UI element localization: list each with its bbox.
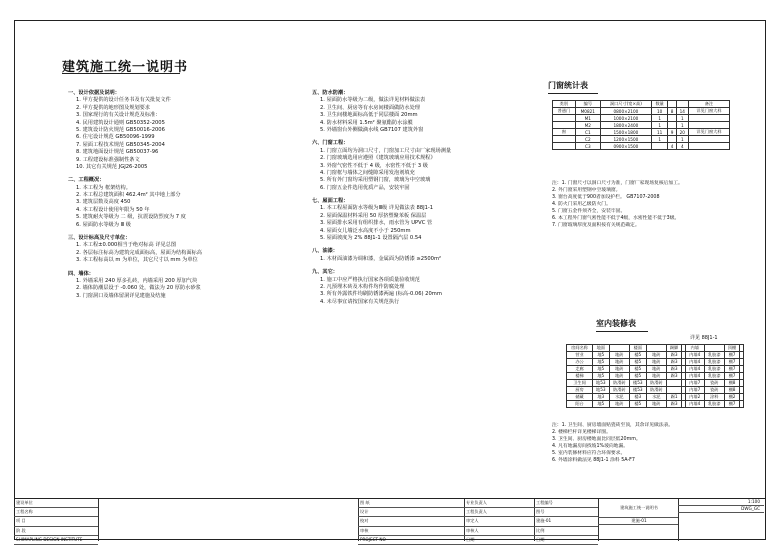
title-block-field: 设计 (358, 508, 464, 517)
table-cell (667, 387, 682, 394)
note-line: 5. 屋面坡度为 2% 88J1-1 设置隔汽层 0.54 (320, 235, 422, 242)
table-cell: 乳胶漆 (704, 373, 725, 380)
table-cell: 1 (676, 136, 688, 143)
table-cell: 内墙4 (686, 401, 705, 408)
table-cell: 棚7 (725, 359, 740, 366)
table-cell (704, 345, 725, 352)
table-cell: 地5 (593, 401, 610, 408)
title-block-field: 比例 (534, 527, 598, 536)
note-line: 5. 所有外门窗均采用塑钢门窗，玻璃为中空玻璃 (320, 177, 431, 184)
drawing-name: 建筑施工统一说明书 (598, 499, 678, 518)
table-cell: 内墙4 (686, 352, 705, 359)
table-cell: 楼梯 (567, 373, 593, 380)
table-cell: 踢1 (667, 394, 682, 401)
note-line: 3. 卫生间楼地面标高低于同层楼面 20mm (320, 112, 418, 119)
table-cell (667, 380, 682, 387)
table-cell: 0800×2100 (600, 108, 651, 115)
table-row (553, 108, 730, 115)
note-line: 3. 卫生间、厨房楼地面比同层低20mm。 (552, 437, 641, 442)
table-cell: 内墙 (686, 345, 705, 352)
table-cell (553, 136, 576, 143)
table-cell: 涂料 (704, 394, 725, 401)
table-cell: 1 (651, 136, 668, 143)
table-cell: 4 (676, 143, 688, 150)
table-cell: 14 (676, 108, 688, 115)
note-line: 1. 施工中应严格执行国家各项质量验收规范 (320, 276, 420, 283)
note-line: 注：1. 卫生间、厨房墙面贴瓷砖至顶，其余详见做法表。 (552, 423, 674, 428)
table-cell (609, 345, 630, 352)
note-line: 2. 各层标注标高为建筑完成面标高，屋面为结构面标高 (76, 249, 202, 256)
table-cell (676, 101, 688, 108)
table-cell: 乳胶漆 (704, 359, 725, 366)
table-cell: 厨房 (567, 387, 593, 394)
title-block-field: 审核 (358, 527, 464, 536)
table-cell: 地5 (593, 373, 610, 380)
note-line: 4. 门窗框与墙体之间缝隙采用发泡剂填充 (320, 169, 415, 176)
notes-column-1 (68, 84, 202, 300)
table-cell: 阳台 (567, 401, 593, 408)
note-line: 1. 甲方提供的设计任务书及有关批复文件 (76, 97, 171, 104)
table-cell (646, 345, 667, 352)
section-heading: 三、设计标高及尺寸单位： (68, 235, 131, 242)
table-cell: 防滑砖 (609, 380, 630, 387)
title-block-field: 阶 段 (14, 527, 98, 536)
title-block-field: 审定人 (464, 517, 534, 526)
table-cell: 1200×1500 (600, 136, 651, 143)
finish-schedule-title: 室内装修表 (596, 319, 636, 328)
note-line: 8. 建筑地面设计规范 GB50037-96 (76, 149, 159, 156)
table-row (567, 366, 744, 373)
table-cell (688, 143, 729, 150)
note-line: 6. 住宅设计规范 GB50096-1999 (76, 134, 155, 141)
table-cell (740, 394, 744, 401)
door-schedule-title: 门窗统计表 (548, 81, 588, 90)
table-cell: 0900×1500 (600, 143, 651, 150)
note-line: 2. 楼梯栏杆详见楼梯详图。 (552, 430, 611, 435)
note-line: 1. 外墙采用 240 厚多孔砖，内墙采用 200 厚加气块 (76, 277, 198, 284)
note-line: 5. 门窗五金件须齐全，安装牢固。 (552, 209, 626, 214)
table-cell: 楼面 (630, 345, 647, 352)
table-cell: 1000×2100 (600, 115, 651, 122)
table-cell: 地砖 (609, 359, 630, 366)
table-cell: 窗 (553, 129, 576, 136)
note-line: 3. 窗台高度低于900者加设护栏。 GB7107-2008 (552, 195, 660, 200)
table-cell: 地砖 (646, 352, 667, 359)
note-line: 1. 门窗立面均为洞口尺寸，门窗加工尺寸由厂家现场测量 (320, 147, 452, 154)
title-block-field: 校对 (358, 517, 464, 526)
table-cell: 房间名称 (567, 345, 593, 352)
table-cell: M0821 (575, 108, 600, 115)
title-block-field: 审核人 (464, 527, 534, 536)
table-cell: 踢脚 (667, 345, 682, 352)
title-block-left (14, 499, 99, 541)
table-row (553, 129, 730, 136)
note-line: 4. 未尽事宜请按国家有关规范执行 (320, 298, 400, 305)
title-block-scale (678, 499, 764, 541)
title-block-field: 图 纸 (358, 499, 464, 508)
note-line: 1. 本工程屋面防水等级为Ⅲ级 详见做法表 88J1-1 (320, 205, 434, 212)
table-cell (740, 366, 744, 373)
note-line: 4. 防水材料采用 1.5m² 聚氨酯防水涂膜 (320, 119, 413, 126)
section-heading: 六、门窗工程： (312, 140, 349, 147)
table-cell: 地面 (593, 345, 610, 352)
table-cell (740, 401, 744, 408)
note-line: 3. 建筑层数及高度 450 (76, 199, 131, 206)
table-cell (740, 380, 744, 387)
table-cell: 地53 (593, 387, 610, 394)
table-cell: 1 (676, 122, 688, 129)
table-cell (688, 122, 729, 129)
table-cell (651, 143, 668, 150)
table-cell (553, 115, 576, 122)
table-cell: 地5 (593, 366, 610, 373)
note-line: 3. 本工程标高以 m 为单位，其它尺寸以 mm 为单位 (76, 257, 198, 264)
table-row (553, 122, 730, 129)
note-line: 2. 本工程总建筑面积 462.4m² 其中地上部分 (76, 192, 181, 199)
table-cell (740, 387, 744, 394)
table-cell: 8 (668, 108, 676, 115)
table-cell: 走廊 (567, 366, 593, 373)
table-cell: 防滑砖 (646, 380, 667, 387)
title-block-field: 日期 (464, 536, 534, 545)
table-cell: 地3 (593, 394, 610, 401)
table-cell: 顶棚 (725, 345, 740, 352)
table-cell: 地5 (593, 352, 610, 359)
note-line: 注：1. 门窗尺寸以洞口尺寸为准，门窗厂家现场复核后加工。 (552, 181, 683, 186)
table-cell: 地砖 (609, 352, 630, 359)
title-block-field: 工程名称 (14, 508, 98, 517)
note-line: 1. 屋面防水等级为二级，做法详见材料做法表 (320, 97, 426, 104)
table-cell: 乳胶漆 (704, 401, 725, 408)
table-cell: 内墙2 (686, 394, 705, 401)
table-cell: 内墙4 (686, 366, 705, 373)
table-cell: 水泥 (646, 394, 667, 401)
note-line: 3. 国家现行的有关设计规范及标准： (76, 112, 161, 119)
door-schedule-underline (548, 93, 598, 94)
note-line: 4. 屋面女儿墙泛水高度不小于 250mm (320, 227, 411, 234)
title-block-field: 工程负责人 (464, 508, 534, 517)
title-block-field: 建设单位 (14, 499, 98, 508)
note-line: 6. 屋面防水等级为 Ⅲ 级 (76, 221, 131, 228)
table-cell (688, 136, 729, 143)
table-cell: 瓷砖 (704, 387, 725, 394)
table-cell (668, 122, 676, 129)
table-cell: M1 (575, 115, 600, 122)
table-cell: 20 (676, 129, 688, 136)
table-cell: 乳胶漆 (704, 366, 725, 373)
table-cell: 地5 (593, 359, 610, 366)
note-line: 7. 屋面工程技术规范 GB50345-2004 (76, 141, 165, 148)
table-cell: C1 (575, 129, 600, 136)
table-cell (740, 359, 744, 366)
note-line: 3. 门窗洞口及墙体留洞详见建施及结施 (76, 292, 166, 299)
table-cell: 营业 (567, 352, 593, 359)
finish-schedule-notes (552, 422, 673, 464)
table-cell: 1500×1800 (600, 129, 651, 136)
table-cell: 瓷砖 (704, 380, 725, 387)
table-cell: 备注 (688, 101, 729, 108)
table-row (567, 352, 744, 359)
table-cell: 11 (651, 129, 668, 136)
table-row (567, 387, 744, 394)
note-line: 1. 木材面油漆为调和漆，金属面为防锈漆 ≥2500m² (320, 255, 442, 262)
note-line: 4. 民用建筑设计通则 GB50352-2005 (76, 119, 165, 126)
note-line: 3. 屋面排水采用有组织排水，雨水管为 UPVC 管 (320, 220, 433, 227)
table-cell: 编号 (575, 101, 600, 108)
title-block-field: 日期 (534, 536, 598, 545)
table-cell: C3 (575, 143, 600, 150)
note-line: 10. 其它有关规范 JGJ26-2005 (76, 163, 148, 170)
table-cell: 10 (651, 108, 668, 115)
table-cell (688, 115, 729, 122)
title-block-right2 (534, 499, 599, 541)
section-heading: 五、防水防潮： (312, 90, 349, 96)
title-block-field: SHIMAPLING DESIGN INSTITUTE (14, 536, 98, 545)
table-cell: 地砖 (609, 401, 630, 408)
table-row (567, 359, 744, 366)
finish-schedule-ref: 详见 88J1-1 (690, 335, 718, 341)
title-block-right1 (464, 499, 535, 541)
section-heading: 一、设计依据及说明： (68, 90, 120, 96)
table-cell (740, 345, 744, 352)
title-underline (62, 73, 180, 74)
note-line: 2. 卫生间、厨房等有水房间楼面做防水处理 (320, 104, 420, 111)
table-cell: 楼5 (630, 352, 647, 359)
note-line: 9. 工程建设标准强制性条文 (76, 156, 140, 163)
table-cell: 内墙4 (686, 359, 705, 366)
table-cell: 乳胶漆 (704, 352, 725, 359)
table-cell: 储藏 (567, 394, 593, 401)
table-row (567, 401, 744, 408)
table-cell: 地砖 (646, 373, 667, 380)
table-cell: 详见门窗大样 (688, 129, 729, 136)
note-line: 4. 防火门采用乙级防火门。 (552, 202, 611, 207)
table-cell: 棚7 (725, 352, 740, 359)
sheet-number: 建施-01 (598, 518, 678, 525)
section-heading: 二、工程概况： (68, 177, 105, 184)
table-cell: 数量 (651, 101, 668, 108)
table-cell: 棚8 (725, 387, 740, 394)
table-cell: 地53 (593, 380, 610, 387)
table-cell: 洞口尺寸(宽×高) (600, 101, 651, 108)
table-cell (668, 115, 676, 122)
table-cell: 1 (651, 122, 668, 129)
note-line: 2. 墙体防潮层设于 -0.060 处，做法为 20 厚防水砂浆 (76, 285, 201, 292)
table-cell: 类别 (553, 101, 576, 108)
table-cell: 内墙7 (686, 380, 705, 387)
table-cell: 楼53 (630, 387, 647, 394)
title-block-field: PROJECT NO (358, 536, 464, 545)
notes-column-2 (312, 84, 451, 306)
section-heading: 九、其它： (312, 269, 338, 276)
table-cell: 踢3 (667, 366, 682, 373)
section-heading: 七、屋面工程： (312, 198, 349, 205)
note-line: 5. 建筑耐火等级为 二 级，抗震设防烈度为 7 度 (76, 214, 186, 221)
table-cell: 踢3 (667, 401, 682, 408)
table-cell (668, 136, 676, 143)
table-row (553, 143, 730, 150)
table-cell: 防滑砖 (609, 387, 630, 394)
title-block-mid (358, 499, 465, 541)
table-cell (740, 352, 744, 359)
table-cell: 防滑砖 (646, 387, 667, 394)
table-cell: 踢3 (667, 373, 682, 380)
table-cell: 卫生间 (567, 380, 593, 387)
table-cell: 水泥 (609, 394, 630, 401)
table-cell (553, 122, 576, 129)
table-cell: 详见门窗大样 (688, 108, 729, 115)
table-cell: 普通门 (553, 108, 576, 115)
table-cell: 棚7 (725, 373, 740, 380)
table-cell: 楼5 (630, 401, 647, 408)
table-cell: M2 (575, 122, 600, 129)
table-cell: C2 (575, 136, 600, 143)
table-cell: 1800×2400 (600, 122, 651, 129)
table-cell: 办公 (567, 359, 593, 366)
table-row (567, 394, 744, 401)
door-schedule-notes (552, 180, 683, 229)
table-cell: 棚7 (725, 366, 740, 373)
table-header-row (553, 101, 730, 108)
door-schedule-table (552, 100, 730, 150)
note-line: 2. 甲方提供的地形图及规划要求 (76, 104, 151, 111)
title-block-field: 图号 (534, 508, 598, 517)
title-block (14, 498, 766, 541)
note-line: 2. 外门窗采用塑钢中空玻璃窗。 (552, 188, 621, 193)
table-cell: 地砖 (609, 366, 630, 373)
note-line: 1. 本工程±0.000相当于绝对标高 详见总图 (76, 242, 177, 249)
note-line: 7. 门窗玻璃厚度及面积按有关规范确定。 (552, 223, 640, 228)
note-line: 5. 建筑设计防火规范 GB50016-2006 (76, 126, 165, 133)
table-cell (553, 143, 576, 150)
page-title: 建筑施工统一说明书 (62, 60, 189, 75)
table-cell: 楼53 (630, 380, 647, 387)
note-line: 6. 外墙涂料做法见 88J1-1 涂料 5A-F7 (552, 458, 635, 463)
table-cell: 楼5 (630, 359, 647, 366)
note-line: 3. 外窗气密性不低于 4 级，水密性不低于 3 级 (320, 162, 428, 169)
table-cell: 地砖 (646, 401, 667, 408)
table-cell: 内墙4 (686, 373, 705, 380)
note-line: 5. 外墙窗台外侧做滴水线 GB7107 建筑外窗 (320, 126, 424, 133)
table-cell: 踢3 (667, 352, 682, 359)
section-heading: 四、墙体： (68, 270, 94, 277)
drawing-code: DWG_GC (678, 506, 764, 513)
table-row (567, 380, 744, 387)
note-line: 2. 门窗玻璃选用应遵照《建筑玻璃应用技术规程》 (320, 155, 436, 162)
note-line: 2. 屋面保温材料采用 50 厚挤塑聚苯板 保温层 (320, 212, 427, 219)
table-cell (668, 101, 676, 108)
finish-schedule-underline (596, 331, 648, 332)
note-line: 6. 本工程外门窗气密性能不低于4级，水密性能不低于3级。 (552, 216, 680, 221)
section-heading: 八、油漆： (312, 248, 338, 255)
table-cell: 4 (668, 143, 676, 150)
note-line: 4. 凡有地漏房间找坡1%坡向地漏。 (552, 444, 629, 449)
note-line: 3. 所有外露铁件均刷防锈漆两遍 (标高-0.06) 20mm (320, 291, 442, 298)
note-line: 1. 本工程为 框架结构。 (76, 184, 131, 191)
title-block-blank (98, 499, 359, 541)
note-line: 5. 室内装修材料应符合环保要求。 (552, 451, 626, 456)
table-cell: 楼3 (630, 394, 647, 401)
table-cell: 地砖 (609, 373, 630, 380)
table-cell: 棚7 (725, 401, 740, 408)
title-block-drawing-name (598, 499, 679, 541)
table-cell: 9 (668, 129, 676, 136)
table-cell: 楼5 (630, 373, 647, 380)
table-cell: 棚8 (725, 380, 740, 387)
finish-schedule-table (566, 344, 744, 408)
table-cell: 地砖 (646, 359, 667, 366)
note-line: 4. 本工程设计使用年限为 50 年 (76, 206, 150, 213)
title-block-field: 项 目 (14, 517, 98, 526)
table-row (567, 373, 744, 380)
note-line: 2. 凡预埋木砖及木构件均作防腐处理 (320, 283, 405, 290)
title-block-field: 专业负责人 (464, 499, 534, 508)
table-row (553, 115, 730, 122)
table-cell: 踢3 (667, 359, 682, 366)
table-row (553, 136, 730, 143)
note-line: 6. 门窗五金件选用优质产品，安装牢固 (320, 184, 410, 191)
table-cell: 1 (676, 115, 688, 122)
title-block-field: 建施-01 (534, 517, 598, 526)
table-cell: 地砖 (646, 366, 667, 373)
table-cell: 1 (651, 115, 668, 122)
table-cell: 楼5 (630, 366, 647, 373)
scale-value: 1:100 (678, 499, 764, 506)
table-cell (740, 373, 744, 380)
title-block-field: 工程编号 (534, 499, 598, 508)
table-cell: 棚2 (725, 394, 740, 401)
table-header-row (567, 345, 744, 352)
table-cell: 内墙7 (686, 387, 705, 394)
